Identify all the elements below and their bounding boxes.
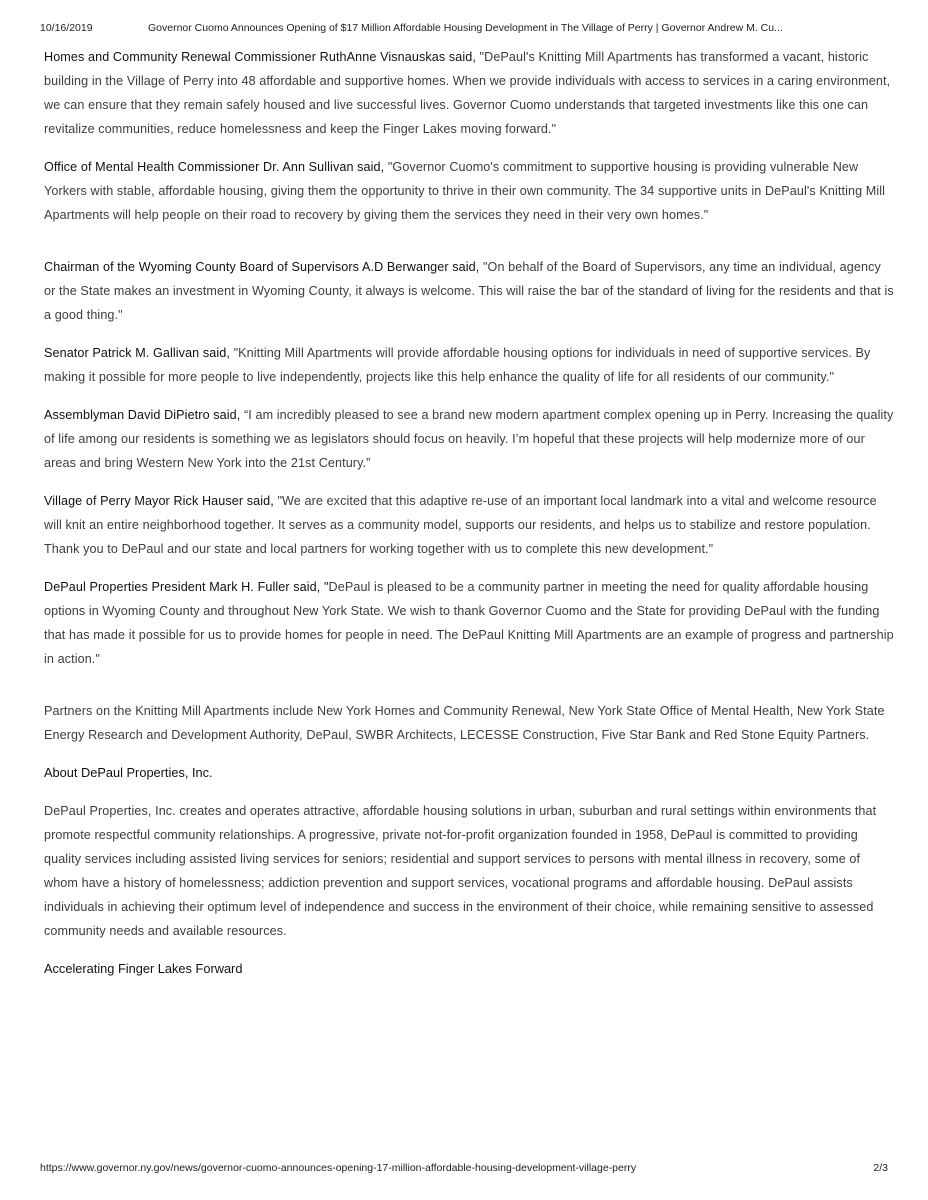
quote-text: DePaul is pleased to be a community partner in meeting the need for quality affordable housing options in Wyoming County and throughout New York State. We wish to thank Governor Cuomo and the State for providing DePaul with the funding that has made it possible for us to provide homes for people in need. The DePaul Knitting Mill Apartments are an example of progress and partnership in action." (44, 580, 894, 666)
quote-speaker: Office of Mental Health Commissioner Dr. Ann Sullivan said, (44, 160, 385, 174)
about-heading: About DePaul Properties, Inc. (44, 765, 213, 780)
quote-text: “I am incredibly pleased to see a brand new modern apartment complex opening up in Perry. Increasing the quality of life among our residents is something we as legislators should focus on heavily. I’m hopeful that these projects will help modernize more of our areas and bring Western New York into the 21st Century.” (44, 408, 894, 470)
quote-speaker: Homes and Community Renewal Commissioner RuthAnne Visnauskas said, (44, 50, 476, 64)
partners-paragraph: Partners on the Knitting Mill Apartments include New York Homes and Community Renewal, New York State Office of Mental Health, New York State Energy Research and Development Authority, DePaul, SWBR Architects, LECESSE Construction, Five Star Bank and Red Stone Equity Partners. (44, 704, 885, 742)
quote-speaker: Assemblyman David DiPietro said, (44, 408, 241, 422)
quote-text: "DePaul's Knitting Mill Apartments has transformed a vacant, historic building in the Village of Perry into 48 affordable and supportive homes. When we provide individuals with access to services in a caring environment, we can ensure that they remain safely housed and live successful lives. Governor Cuomo understands that targeted investments like this one can revitalize communities, reduce homelessness and keep the Finger Lakes moving forward." (44, 50, 891, 136)
page-number: 2/3 (873, 1162, 888, 1174)
quote-paragraph (44, 489, 894, 561)
quote-paragraph (44, 341, 894, 389)
quote-paragraph (44, 403, 894, 475)
page-url-link[interactable]: https://www.governor.ny.gov/news/governor-cuomo-announces-opening-17-million-affordable-housing-development-village-perry (40, 1162, 637, 1174)
quote-text: "We are excited that this adaptive re-use of an important local landmark into a vital and welcome resource will knit an entire neighborhood together. It serves as a community model, supports our residents, and helps us to stabilize and restore population. Thank you to DePaul and our state and local partners for working together with us to complete this new development." (44, 494, 877, 556)
print-page-title: Governor Cuomo Announces Opening of $17 Million Affordable Housing Development in The Village of Perry | Governor Andrew M. Cu... (148, 22, 783, 34)
print-footer (40, 1162, 888, 1174)
quote-speaker: Chairman of the Wyoming County Board of Supervisors A.D Berwanger said, (44, 260, 480, 274)
print-header (40, 22, 898, 34)
section-heading: Accelerating Finger Lakes Forward (44, 961, 243, 976)
quote-paragraph (44, 155, 894, 227)
quote-text: "Governor Cuomo's commitment to supportive housing is providing vulnerable New Yorkers with stable, affordable housing, giving them the opportunity to thrive in their own community. The 34 supportive units in DePaul's Knitting Mill Apartments will help people on their road to recovery by giving them the services they need in their very own homes." (44, 160, 886, 222)
print-date: 10/16/2019 (40, 22, 93, 34)
about-paragraph: DePaul Properties, Inc. creates and operates attractive, affordable housing solutions in urban, suburban and rural settings within environments that promote respectful community relationships. A progressive, private not-for-profit organization founded in 1958, DePaul is committed to providing quality services including assisted living services for seniors; residential and support services to persons with mental illness in recovery, some of whom have a history of homelessness; addiction prevention and support services, vocational programs and affordable housing. DePaul assists individuals in achieving their optimum level of independence and success in the environment of their choice, while remaining sensitive to assessed community needs and available resources. (44, 804, 877, 938)
quote-speaker: Senator Patrick M. Gallivan said, (44, 346, 230, 360)
quote-paragraph (44, 45, 894, 141)
quote-text: "Knitting Mill Apartments will provide affordable housing options for individuals in need of supportive services. By making it possible for more people to live independently, projects like this help enhance the quality of life for all residents of our community." (44, 346, 871, 384)
quote-speaker: DePaul Properties President Mark H. Fuller said, " (44, 580, 329, 594)
article-body (44, 45, 894, 981)
quote-paragraph (44, 575, 894, 671)
quote-text: "On behalf of the Board of Supervisors, any time an individual, agency or the State makes an investment in Wyoming County, it always is welcome. This will raise the bar of the standard of living for the residents and that is a good thing." (44, 260, 894, 322)
quote-speaker: Village of Perry Mayor Rick Hauser said, (44, 494, 274, 508)
quote-paragraph (44, 255, 894, 327)
